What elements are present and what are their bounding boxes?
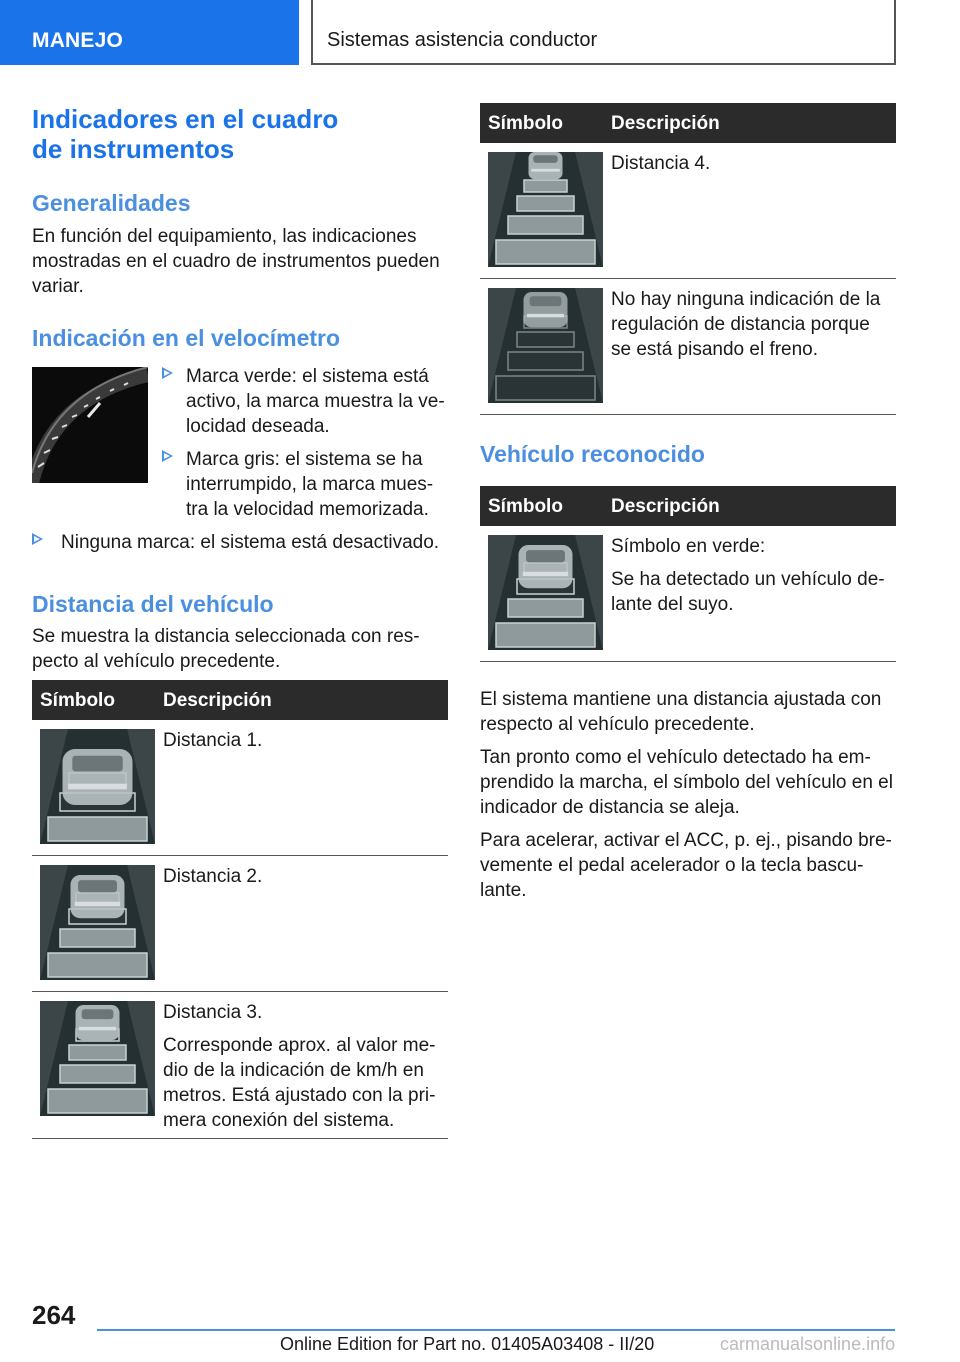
edition-text: Online Edition for Part no. 01405A03408 - II/20 <box>280 1334 655 1354</box>
table-header <box>480 486 896 526</box>
row-description <box>611 151 891 184</box>
triangle-bullet-icon <box>162 367 173 379</box>
desc-line: Distancia 2. <box>163 866 263 887</box>
general-text-2: mostradas en el cuadro de instrumentos pueden <box>32 251 440 272</box>
bullet-text: Ninguna marca: el sistema está desactivado. <box>61 532 440 553</box>
section-tab <box>0 0 299 65</box>
table-row <box>480 279 896 415</box>
triangle-bullet-icon <box>32 533 43 545</box>
page-title <box>32 104 338 164</box>
distance-text-2: pecto al vehículo precedente. <box>32 651 281 672</box>
table-row <box>32 856 448 992</box>
bullet-text: locidad deseada. <box>186 416 330 437</box>
speedo-bullet-green <box>162 364 448 439</box>
speedo-bullet-none <box>32 530 448 555</box>
page-number: 264 <box>32 1300 76 1330</box>
desc-line: Distancia 4. <box>611 153 711 174</box>
bullet-text: activo, la marca muestra la ve- <box>186 391 445 412</box>
general-heading: Generalidades <box>32 190 191 216</box>
desc-line: No hay ninguna indicación de la regulación de distancia porque se está pisando el freno. <box>611 289 881 360</box>
body-paragraph-3: Para acelerar, activar el ACC, p. ej., pisando bre- vemente el pedal acelerador o la tecla bascu- lante. <box>480 830 892 901</box>
bullet-text: Marca verde: el sistema está <box>186 366 429 387</box>
distance-table <box>32 680 448 1139</box>
desc-line: Distancia 3. <box>163 1002 263 1023</box>
distance-text <box>32 624 420 674</box>
speedometer-mark-image <box>32 367 148 483</box>
desc-line: Símbolo en verde: <box>611 536 766 557</box>
col-description-header: Descripción <box>163 690 272 711</box>
row-description <box>611 534 891 625</box>
detected-heading: Vehículo reconocido <box>480 441 705 467</box>
distance-table-continued <box>480 103 896 415</box>
body-paragraph-2: Tan pronto como el vehículo detectado ha em- prendido la marcha, el símbolo del vehículo en el indicador de distancia se aleja. <box>480 747 893 818</box>
page-title-line1: Indicadores en el cuadro <box>32 104 339 134</box>
table-header <box>32 680 448 720</box>
speedo-bullet-grey <box>162 447 448 522</box>
vehicle-detected-image <box>488 535 603 650</box>
table-row <box>32 720 448 856</box>
table-row <box>480 526 896 662</box>
page-title-line2: de instrumentos <box>32 134 235 164</box>
watermark-logo: carmanualsonline.info <box>720 1334 896 1354</box>
general-text <box>32 224 440 299</box>
distance-text-1: Se muestra la distancia seleccionada con res- <box>32 626 420 647</box>
bullet-text: tra la velocidad memorizada. <box>186 499 429 520</box>
triangle-bullet-icon <box>162 450 173 462</box>
distance-4-image <box>488 152 603 267</box>
chapter-title: Sistemas asistencia conductor <box>327 29 598 51</box>
footer-divider <box>97 1329 895 1331</box>
body-paragraph-1: El sistema mantiene una distancia ajustada con respecto al vehículo precedente. <box>480 689 882 735</box>
section-title: MANEJO <box>32 29 124 52</box>
distance-2-image <box>40 865 155 980</box>
col-description-header: Descripción <box>611 496 720 517</box>
row-description <box>163 864 443 897</box>
chapter-box <box>311 0 896 65</box>
table-header <box>480 103 896 143</box>
col-description-header: Descripción <box>611 113 720 134</box>
speedo-heading: Indicación en el velocímetro <box>32 325 341 351</box>
distance-1-image <box>40 729 155 844</box>
bullet-text: Marca gris: el sistema se ha <box>186 449 423 470</box>
row-description <box>611 287 891 370</box>
bullet-text: interrumpido, la marca mues- <box>186 474 434 495</box>
desc-line: Distancia 1. <box>163 730 263 751</box>
distance-3-image <box>40 1001 155 1116</box>
desc-line: Se ha detectado un vehículo de- lante del suyo. <box>611 569 885 615</box>
col-symbol-header: Símbolo <box>40 690 115 711</box>
general-text-3: variar. <box>32 276 84 297</box>
detected-table <box>480 486 896 662</box>
general-text-1: En función del equipamiento, las indicaciones <box>32 226 417 247</box>
row-description <box>163 1000 443 1141</box>
row-description <box>163 728 443 761</box>
table-row <box>480 143 896 279</box>
table-row <box>32 992 448 1139</box>
col-symbol-header: Símbolo <box>488 113 563 134</box>
distance-heading: Distancia del vehículo <box>32 591 274 617</box>
col-symbol-header: Símbolo <box>488 496 563 517</box>
brake-no-indication-image <box>488 288 603 403</box>
desc-line: Corresponde aprox. al valor me- dio de la indicación de km/h en metros. Está ajustado con la pri- mera conexión del sistema. <box>163 1035 436 1131</box>
